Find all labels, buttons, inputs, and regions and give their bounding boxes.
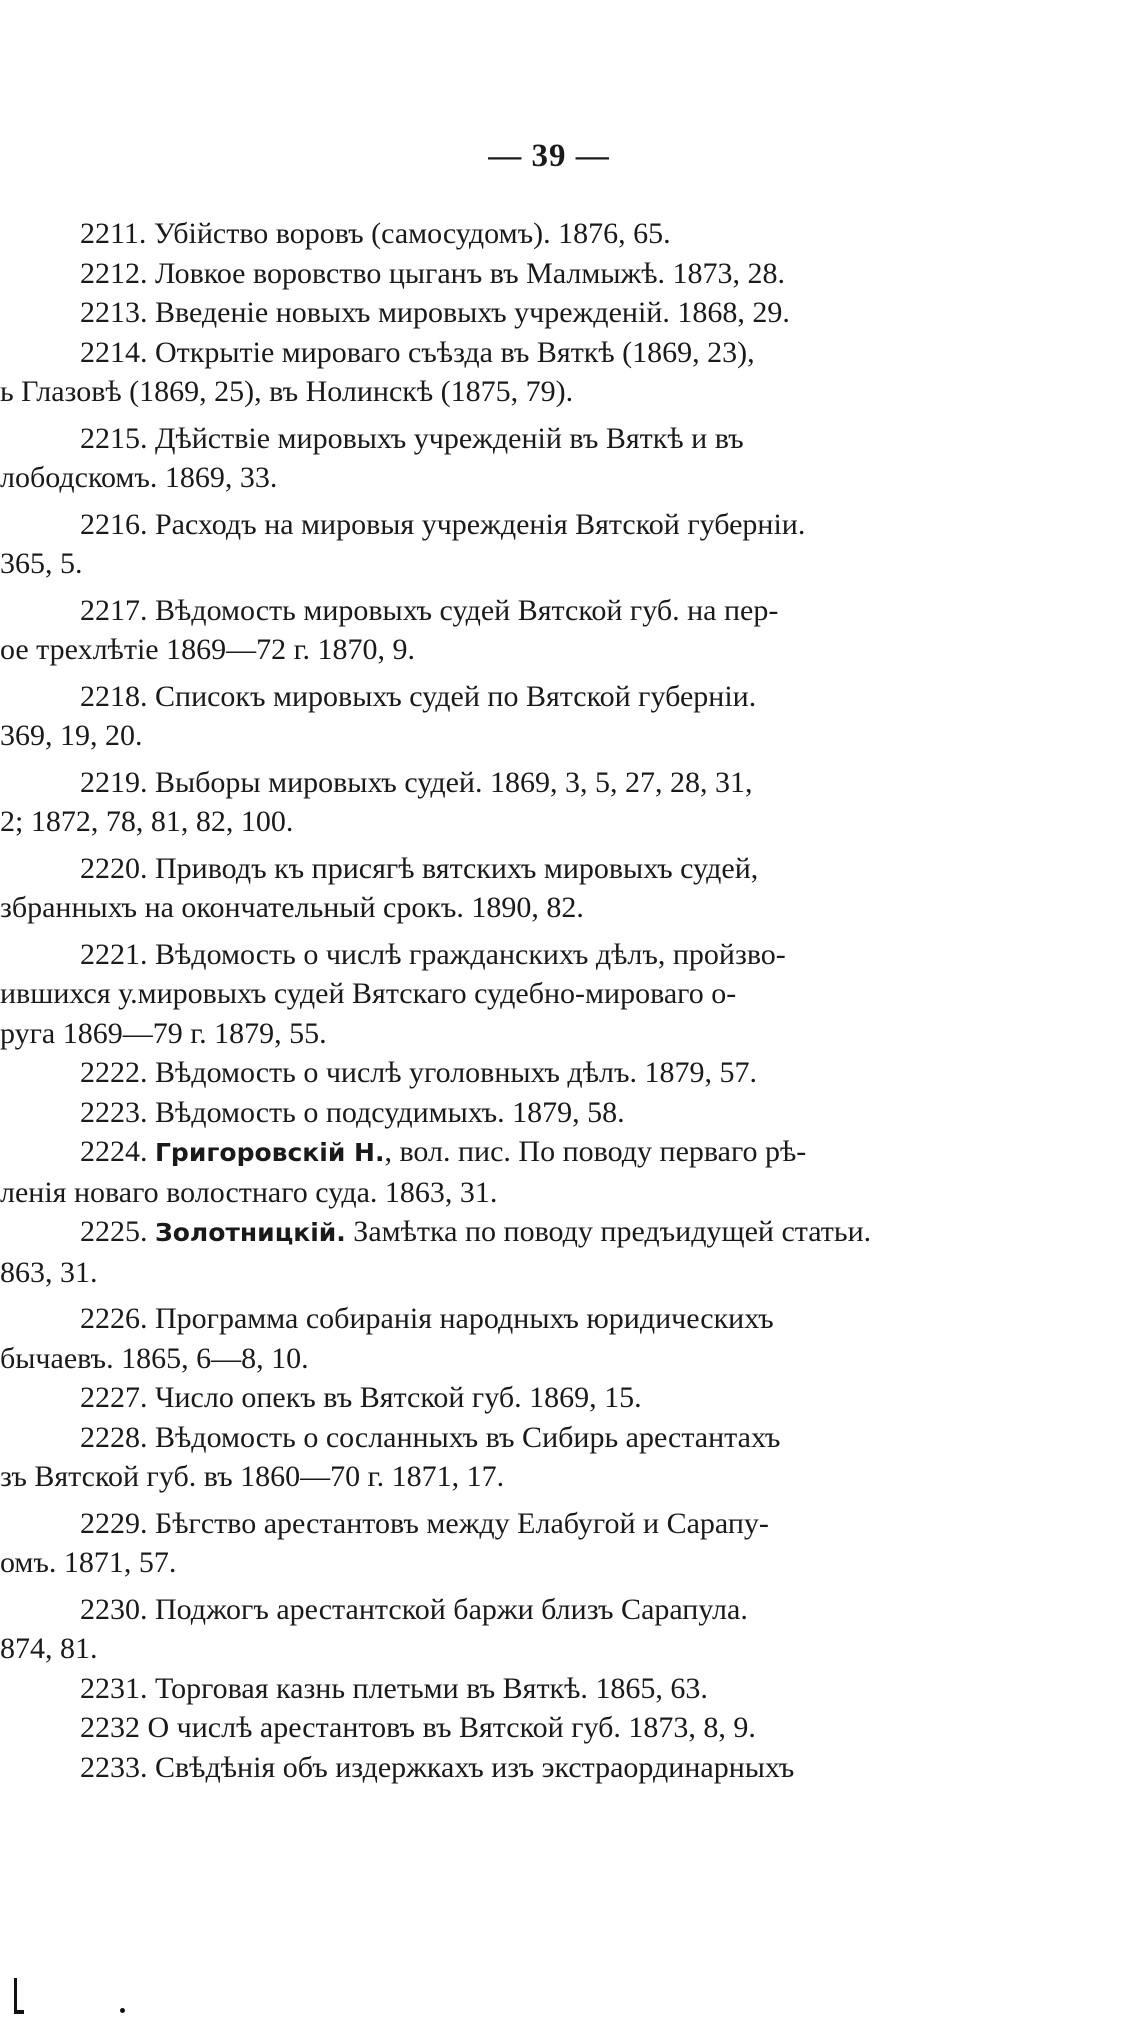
entry-line: ленія новаго волостнаго суда. 1863, 31. <box>0 1175 498 1209</box>
entry-line: зъ Вятской губ. въ 1860—70 г. 1871, 17. <box>0 1460 505 1493</box>
entry-line: 2215. Дѣйствіе мировыхъ учрежденій въ Вяткѣ и въ <box>80 421 744 455</box>
entry-author: Золотницкій. <box>155 1218 346 1247</box>
entry-2215 <box>0 419 942 498</box>
entry-line: бычаевъ. 1865, 6—8, 10. <box>0 1341 309 1375</box>
entry-line <box>0 1132 942 1173</box>
entry-2228 <box>0 1418 942 1497</box>
entry-2211 <box>0 214 942 254</box>
entry-line: руга 1869—79 г. 1879, 55. <box>0 1016 327 1050</box>
entry-line: 2216. Расходъ на мировыя учрежденія Вятской губерніи. <box>80 507 806 541</box>
entry-line: ь Глазовѣ (1869, 25), въ Нолинскѣ (1875, 79). <box>0 375 574 408</box>
entry-number: 2224. <box>80 1135 148 1168</box>
entry-2230 <box>0 1590 942 1669</box>
entry-line: 2214. Открытіе мироваго съѣзда въ Вяткѣ (1869, 23), <box>80 335 755 369</box>
entry-2225 <box>0 1212 942 1292</box>
entry-line: 2227. Число опекъ въ Вятской губ. 1869, 15. <box>80 1381 642 1414</box>
entry-2219 <box>0 763 942 842</box>
entry-2214 <box>0 333 942 412</box>
entry-line: 863, 31. <box>0 1255 98 1289</box>
page-number: — 39 — <box>488 138 610 174</box>
entry-line: 2230. Поджогъ арестантской баржи близъ Сарапула. <box>80 1592 748 1626</box>
entry-line: 2228. Вѣдомость о сосланныхъ въ Сибирь арестантахъ <box>80 1420 781 1454</box>
entry-2218 <box>0 677 942 756</box>
entry-2223 <box>0 1093 942 1133</box>
entry-2226 <box>0 1299 942 1378</box>
entry-line: ившихся у.мировыхъ судей Вятскаго судебно-мироваго о- <box>0 977 737 1010</box>
entry-line: 2231. Торговая казнь плетьми въ Вяткѣ. 1865, 63. <box>80 1671 708 1705</box>
entry-line: 2212. Ловкое воровство цыганъ въ Малмыжѣ. 1873, 28. <box>80 256 786 290</box>
entry-2222 <box>0 1053 942 1093</box>
entry-line: 2221. Вѣдомость о числѣ гражданскихъ дѣлъ, пройзво- <box>80 937 786 971</box>
document-body <box>0 214 942 1787</box>
entry-line: 2233. Свѣдѣнія объ издержкахъ изъ экстраординарныхъ <box>80 1750 795 1784</box>
entry-line <box>0 1212 942 1253</box>
entry-author: Григоровскій Н. <box>155 1138 385 1167</box>
entry-line: 2213. Введеніе новыхъ мировыхъ учрежденій. 1868, 29. <box>80 296 790 329</box>
entry-line: 2232 О числѣ арестантовъ въ Вятской губ. 1873, 8, 9. <box>80 1711 756 1744</box>
entry-2220 <box>0 849 942 928</box>
scan-artifact-mark <box>14 2010 24 2014</box>
entry-2229 <box>0 1504 942 1583</box>
scan-artifact-dot <box>120 2008 125 2013</box>
entry-line: 2211. Убійство воровъ (самосудомъ). 1876, 65. <box>80 217 671 250</box>
entry-2217 <box>0 591 942 670</box>
entry-2212 <box>0 254 942 294</box>
entry-2231 <box>0 1669 942 1709</box>
entry-2221 <box>0 935 942 1054</box>
entry-2213 <box>0 293 942 333</box>
entry-line: 2222. Вѣдомость о числѣ уголовныхъ дѣлъ. 1879, 57. <box>80 1056 757 1089</box>
entry-line: омъ. 1871, 57. <box>0 1546 177 1579</box>
entry-line: 2226. Программа собиранія народныхъ юридическихъ <box>80 1302 774 1335</box>
entry-line: 2217. Вѣдомость мировыхъ судей Вятской губ. на пер- <box>80 593 779 627</box>
entry-text: Замѣтка по поводу предъидущей статьи. <box>345 1215 872 1248</box>
scan-artifact-mark <box>14 1978 17 2014</box>
entry-2232 <box>0 1708 942 1748</box>
entry-line: 2219. Выборы мировыхъ судей. 1869, 3, 5, 27, 28, 31, <box>80 765 753 799</box>
entry-line: 369, 19, 20. <box>0 719 143 752</box>
entry-line: збранныхъ на окончательный срокъ. 1890, 82. <box>0 891 584 924</box>
entry-2227 <box>0 1378 942 1418</box>
entry-line: 2220. Приводъ къ присягѣ вятскихъ мировыхъ судей, <box>80 851 759 885</box>
entry-line: 874, 81. <box>0 1632 98 1665</box>
entry-line: 365, 5. <box>0 547 83 580</box>
entry-2224 <box>0 1132 942 1212</box>
entry-text: , вол. пис. По поводу перваго рѣ- <box>384 1135 807 1168</box>
entry-2233 <box>0 1748 942 1788</box>
entry-line: 2229. Бѣгство арестантовъ между Елабугой и Сарапу- <box>80 1506 769 1540</box>
entry-line: 2218. Списокъ мировыхъ судей по Вятской губерніи. <box>80 679 757 713</box>
entry-2216 <box>0 505 942 584</box>
entry-line: 2223. Вѣдомость о подсудимыхъ. 1879, 58. <box>80 1095 625 1129</box>
entry-line: ое трехлѣтіе 1869—72 г. 1870, 9. <box>0 633 416 666</box>
entry-line: 2; 1872, 78, 81, 82, 100. <box>0 805 294 838</box>
entry-line: лободскомъ. 1869, 33. <box>0 461 278 494</box>
entry-number: 2225. <box>80 1215 148 1248</box>
